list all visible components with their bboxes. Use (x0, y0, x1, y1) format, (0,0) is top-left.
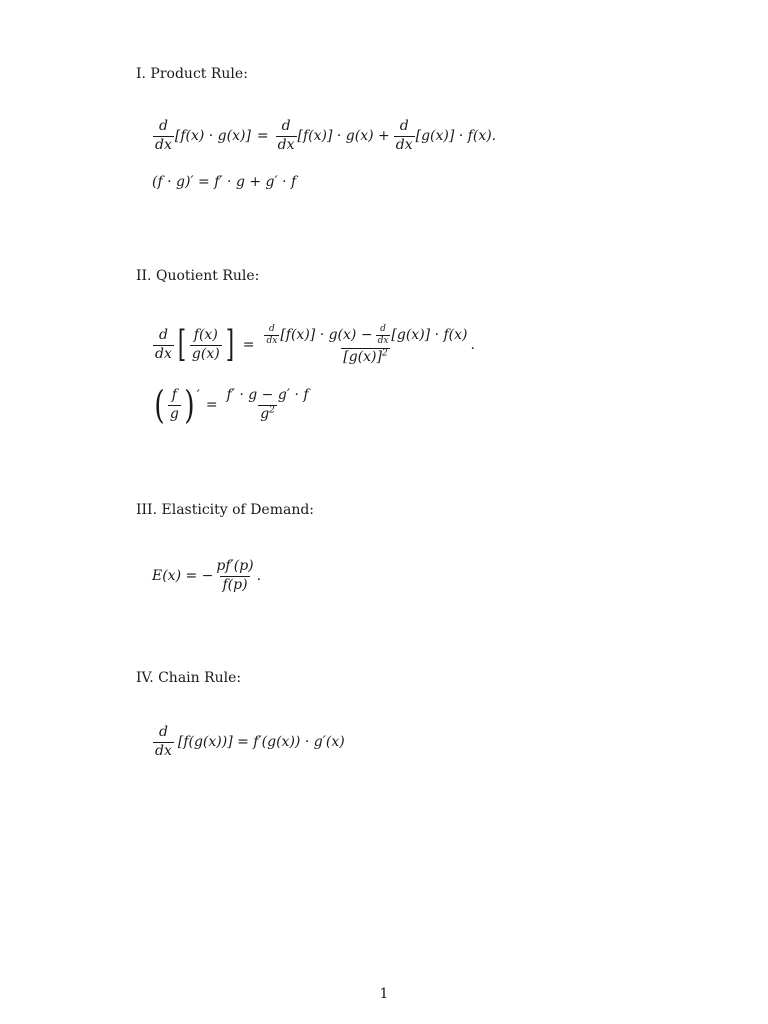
equals-sign: = (205, 397, 218, 413)
product-rule-term-1: [f(x)] · g(x) + (297, 128, 390, 144)
derivative-operator: $\frac{d}{dx}$ (395, 118, 413, 153)
section-heading-product-rule: I. Product Rule: (136, 66, 248, 82)
derivative-operator: $\frac{d}{dx}$ (377, 324, 389, 347)
product-rule-equation (152, 118, 496, 154)
section-heading-chain-rule: IV. Chain Rule: (136, 670, 242, 686)
derivative-operator: $\frac{d}{dx}$ (155, 724, 172, 759)
product-rule-term-2: [g(x)] · f(x). (415, 128, 497, 144)
page-number: 1 (379, 986, 389, 1002)
derivative-operator: $\frac{d}{dx}$ (155, 118, 172, 153)
derivative-operator: $\frac{d}{dx}$ (277, 118, 295, 153)
chain-rule-equation: $\frac{d}{dx}$ [f(g(x))] = f′(g(x)) · g′(x) (155, 724, 345, 759)
quotient-fraction: $\frac{f(x)}{g(x)}$ (191, 327, 220, 362)
section-heading-quotient-rule: II. Quotient Rule: (136, 268, 260, 284)
product-rule-lhs: [f(x) · g(x)] (174, 128, 251, 144)
quotient-rule-short-form: ( $\frac{f}{g}$ ) ′ = $\frac{f' \cdot g - g' \cdot f}{g^2}$ (154, 383, 309, 427)
derivative-operator: $\frac{d}{dx}$ (266, 324, 278, 347)
product-rule-short-form: (f · g)′ = f′ · g + g′ · f (152, 174, 297, 190)
quotient-rule-equation: $\frac{d}{dx}$ [ $\frac{f(x)}{g(x)}$ ] = $\frac{d}{dx}$ [f(x)] · g(x) − $\frac{d}{dx}$ [g(x)] · f(x) $[g(x)]^2$ . (155, 324, 475, 365)
section-heading-elasticity: III. Elasticity of Demand: (136, 502, 315, 518)
equals-sign: = (242, 337, 255, 353)
quotient-rule-rhs-fraction: $\frac{d}{dx}$ [f(x)] · g(x) − $\frac{d}{dx}$ [g(x)] · f(x) $[g(x)]^2$ (266, 324, 468, 365)
equals-sign: = (256, 128, 269, 144)
derivative-operator: $\frac{d}{dx}$ (155, 327, 172, 362)
elasticity-equation: E(x) = − $\frac{pf'(p)}{f(p)}$ . (152, 558, 262, 593)
